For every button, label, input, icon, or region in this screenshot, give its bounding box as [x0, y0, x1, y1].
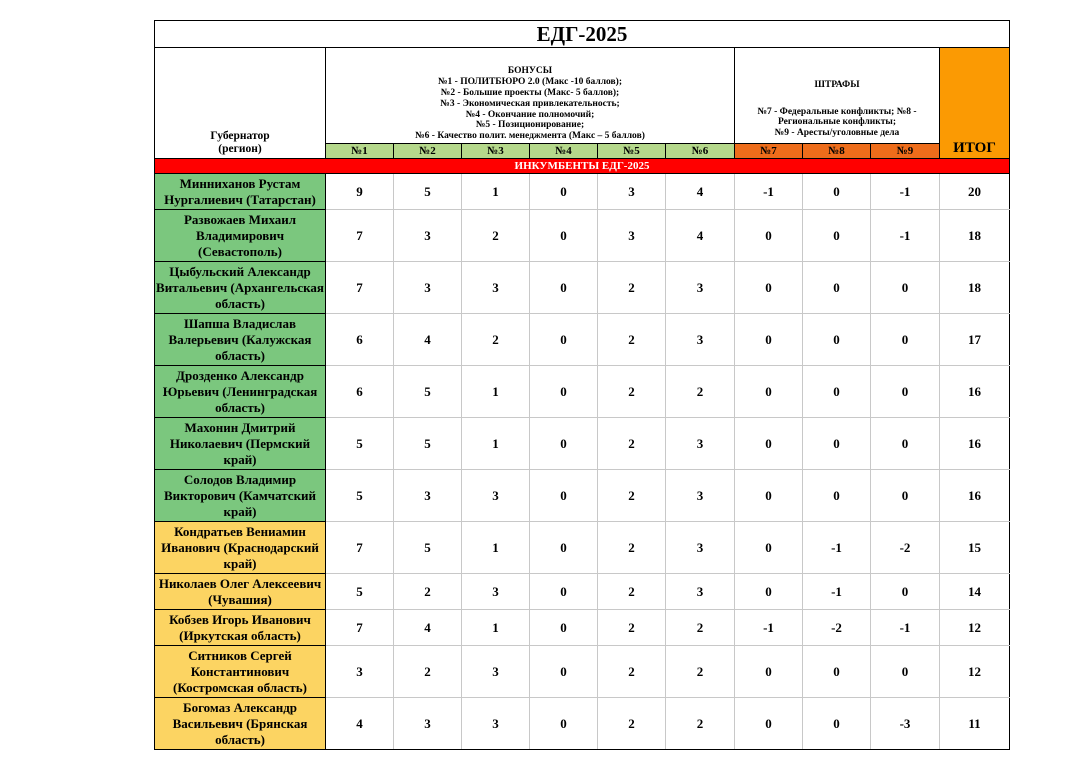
bonus-score-cell: 3 [462, 574, 530, 610]
total-score-cell: 11 [940, 698, 1010, 750]
total-score-cell: 18 [940, 210, 1010, 262]
bonus-score-cell: 0 [530, 522, 598, 574]
bonus-score-cell: 7 [326, 262, 394, 314]
bonus-line: №4 - Окончание полномочий; [465, 109, 595, 120]
bonus-score-cell: 5 [394, 522, 462, 574]
governor-column-header: Губернатор (регион) [155, 48, 326, 159]
bonus-score-cell: 2 [598, 262, 666, 314]
bonus-score-cell: 4 [394, 610, 462, 646]
bonus-score-cell: 5 [394, 366, 462, 418]
column-header-bonus: №3 [462, 144, 530, 159]
bonus-line: №1 - ПОЛИТБЮРО 2.0 (Макс -10 баллов); [437, 77, 623, 88]
penalty-score-cell: 0 [735, 262, 803, 314]
table-row [155, 610, 1010, 646]
bonus-score-cell: 4 [666, 210, 735, 262]
governor-name-cell: Дрозденко Александр Юрьевич (Ленинградская область) [155, 366, 326, 418]
governor-name-cell: Николаев Олег Алексеевич (Чувашия) [155, 574, 326, 610]
total-score-cell: 16 [940, 470, 1010, 522]
bonus-score-cell: 0 [530, 470, 598, 522]
total-score-cell: 18 [940, 262, 1010, 314]
column-header-bonus: №5 [598, 144, 666, 159]
bonus-score-cell: 3 [394, 210, 462, 262]
bonus-score-cell: 3 [598, 174, 666, 210]
bonus-line: №2 - Большие проекты (Макс- 5 баллов); [440, 88, 620, 99]
penalty-score-cell: -1 [735, 174, 803, 210]
bonus-score-cell: 2 [598, 646, 666, 698]
penalty-score-cell: 0 [735, 418, 803, 470]
governor-name-cell: Развожаев Михаил Владимирович (Севастополь) [155, 210, 326, 262]
total-score-cell: 20 [940, 174, 1010, 210]
penalty-score-cell: 0 [735, 698, 803, 750]
bonus-score-cell: 1 [462, 610, 530, 646]
bonus-score-cell: 2 [462, 210, 530, 262]
penalty-score-cell: 0 [735, 646, 803, 698]
penalty-score-cell: 0 [803, 470, 871, 522]
penalty-score-cell: 0 [803, 418, 871, 470]
governor-name-cell: Цыбульский Александр Витальевич (Архангельская область) [155, 262, 326, 314]
bonus-score-cell: 0 [530, 262, 598, 314]
table-title: ЕДГ-2025 [155, 21, 1010, 48]
bonus-score-cell: 1 [462, 418, 530, 470]
table-row [155, 210, 1010, 262]
penalty-score-cell: -1 [871, 174, 940, 210]
penalty-score-cell: 0 [803, 698, 871, 750]
table-body [155, 174, 1010, 750]
penalty-score-cell: 0 [735, 522, 803, 574]
bonus-score-cell: 5 [326, 470, 394, 522]
bonus-line: №6 - Качество полит. менеджмента (Макс – 5 баллов) [415, 131, 645, 142]
governor-name-cell: Кобзев Игорь Иванович (Иркутская область) [155, 610, 326, 646]
bonus-score-cell: 0 [530, 574, 598, 610]
penalty-score-cell: 0 [871, 418, 940, 470]
table-row [155, 698, 1010, 750]
bonus-line: БОНУСЫ [507, 66, 553, 77]
rating-table [154, 20, 1010, 750]
bonus-score-cell: 0 [530, 610, 598, 646]
bonus-score-cell: 3 [394, 262, 462, 314]
bonus-score-cell: 7 [326, 610, 394, 646]
bonus-score-cell: 3 [666, 574, 735, 610]
column-header-bonus: №1 [326, 144, 394, 159]
penalty-score-cell: 0 [871, 262, 940, 314]
bonus-score-cell: 0 [530, 174, 598, 210]
penalty-line: №9 - Аресты/уголовные дела [774, 128, 900, 139]
penalty-score-cell: 0 [735, 210, 803, 262]
column-header-bonus: №6 [666, 144, 735, 159]
total-column-header: ИТОГ [940, 48, 1010, 159]
bonus-score-cell: 0 [530, 366, 598, 418]
bonus-score-cell: 5 [326, 418, 394, 470]
bonus-score-cell: 7 [326, 210, 394, 262]
bonus-score-cell: 6 [326, 314, 394, 366]
governor-name-cell: Шапша Владислав Валерьевич (Калужская область) [155, 314, 326, 366]
penalty-line: №7 - Федеральные конфликты; №8 - [757, 106, 917, 117]
bonus-score-cell: 2 [598, 574, 666, 610]
table-row [155, 262, 1010, 314]
column-header-penalty: №8 [803, 144, 871, 159]
bonus-score-cell: 2 [598, 522, 666, 574]
table-row [155, 522, 1010, 574]
penalty-score-cell: 0 [735, 314, 803, 366]
bonus-score-cell: 4 [394, 314, 462, 366]
penalty-score-cell: 0 [871, 314, 940, 366]
bonus-score-cell: 7 [326, 522, 394, 574]
bonus-score-cell: 3 [666, 314, 735, 366]
bonus-score-cell: 5 [394, 174, 462, 210]
governor-name-cell: Минниханов Рустам Нургалиевич (Татарстан) [155, 174, 326, 210]
bonus-score-cell: 1 [462, 174, 530, 210]
penalty-score-cell: 0 [735, 574, 803, 610]
bonus-score-cell: 2 [598, 314, 666, 366]
bonus-score-cell: 3 [666, 470, 735, 522]
total-score-cell: 16 [940, 418, 1010, 470]
bonus-score-cell: 2 [598, 470, 666, 522]
penalty-legend [735, 48, 940, 144]
column-header-penalty: №9 [871, 144, 940, 159]
bonus-score-cell: 2 [462, 314, 530, 366]
penalty-score-cell: 0 [735, 470, 803, 522]
bonus-score-cell: 3 [462, 470, 530, 522]
penalty-score-cell: -2 [803, 610, 871, 646]
bonus-line: №5 - Позиционирование; [475, 120, 585, 131]
table-row [155, 366, 1010, 418]
penalty-score-cell: 0 [871, 646, 940, 698]
governor-name-cell: Махонин Дмитрий Николаевич (Пермский край) [155, 418, 326, 470]
penalty-score-cell: 0 [871, 470, 940, 522]
penalty-score-cell: -1 [803, 574, 871, 610]
bonus-score-cell: 3 [666, 522, 735, 574]
bonus-score-cell: 1 [462, 366, 530, 418]
bonus-score-cell: 3 [462, 646, 530, 698]
bonus-score-cell: 2 [394, 646, 462, 698]
penalty-score-cell: 0 [803, 366, 871, 418]
penalty-score-cell: 0 [803, 262, 871, 314]
governor-name-cell: Кондратьев Вениамин Иванович (Краснодарский край) [155, 522, 326, 574]
total-score-cell: 12 [940, 610, 1010, 646]
governor-name-cell: Солодов Владимир Викторович (Камчатский край) [155, 470, 326, 522]
penalty-score-cell: -2 [871, 522, 940, 574]
bonus-score-cell: 0 [530, 210, 598, 262]
total-score-cell: 12 [940, 646, 1010, 698]
bonus-score-cell: 3 [394, 698, 462, 750]
table-row [155, 174, 1010, 210]
table-row [155, 314, 1010, 366]
bonus-score-cell: 5 [394, 418, 462, 470]
bonus-score-cell: 2 [666, 646, 735, 698]
bonus-score-cell: 9 [326, 174, 394, 210]
bonus-score-cell: 2 [666, 366, 735, 418]
total-score-cell: 14 [940, 574, 1010, 610]
penalty-score-cell: 0 [803, 646, 871, 698]
total-score-cell: 17 [940, 314, 1010, 366]
bonus-score-cell: 0 [530, 646, 598, 698]
penalty-line: Региональные конфликты; [777, 117, 896, 128]
bonus-score-cell: 2 [666, 610, 735, 646]
penalty-score-cell: -3 [871, 698, 940, 750]
column-header-bonus: №4 [530, 144, 598, 159]
bonus-score-cell: 2 [666, 698, 735, 750]
bonus-score-cell: 2 [598, 610, 666, 646]
penalty-title: ШТРАФЫ [814, 79, 860, 90]
total-score-cell: 15 [940, 522, 1010, 574]
table-row [155, 470, 1010, 522]
bonus-score-cell: 3 [462, 262, 530, 314]
bonus-score-cell: 0 [530, 314, 598, 366]
penalty-score-cell: -1 [803, 522, 871, 574]
bonus-score-cell: 6 [326, 366, 394, 418]
bonus-score-cell: 2 [394, 574, 462, 610]
bonus-score-cell: 3 [666, 262, 735, 314]
column-header-bonus: №2 [394, 144, 462, 159]
column-header-penalty: №7 [735, 144, 803, 159]
penalty-score-cell: -1 [871, 610, 940, 646]
bonus-score-cell: 0 [530, 418, 598, 470]
penalty-score-cell: 0 [871, 366, 940, 418]
penalty-score-cell: 0 [871, 574, 940, 610]
governor-name-cell: Ситников Сергей Константинович (Костромская область) [155, 646, 326, 698]
bonus-score-cell: 5 [326, 574, 394, 610]
penalty-score-cell: -1 [735, 610, 803, 646]
bonus-line: №3 - Экономическая привлекательность; [440, 98, 620, 109]
table-row [155, 418, 1010, 470]
bonus-score-cell: 4 [666, 174, 735, 210]
penalty-score-cell: -1 [871, 210, 940, 262]
penalty-score-cell: 0 [735, 366, 803, 418]
bonus-score-cell: 2 [598, 698, 666, 750]
bonus-score-cell: 3 [462, 698, 530, 750]
bonus-score-cell: 3 [598, 210, 666, 262]
penalty-score-cell: 0 [803, 174, 871, 210]
bonus-legend [326, 48, 735, 144]
bonus-score-cell: 3 [394, 470, 462, 522]
table-row [155, 646, 1010, 698]
penalty-score-cell: 0 [803, 314, 871, 366]
total-score-cell: 16 [940, 366, 1010, 418]
bonus-score-cell: 1 [462, 522, 530, 574]
bonus-score-cell: 4 [326, 698, 394, 750]
penalty-score-cell: 0 [803, 210, 871, 262]
bonus-score-cell: 2 [598, 418, 666, 470]
bonus-score-cell: 3 [326, 646, 394, 698]
bonus-score-cell: 0 [530, 698, 598, 750]
bonus-score-cell: 2 [598, 366, 666, 418]
table-row [155, 574, 1010, 610]
bonus-score-cell: 3 [666, 418, 735, 470]
section-header-incumbents: ИНКУМБЕНТЫ ЕДГ-2025 [155, 159, 1010, 174]
governor-name-cell: Богомаз Александр Васильевич (Брянская область) [155, 698, 326, 750]
